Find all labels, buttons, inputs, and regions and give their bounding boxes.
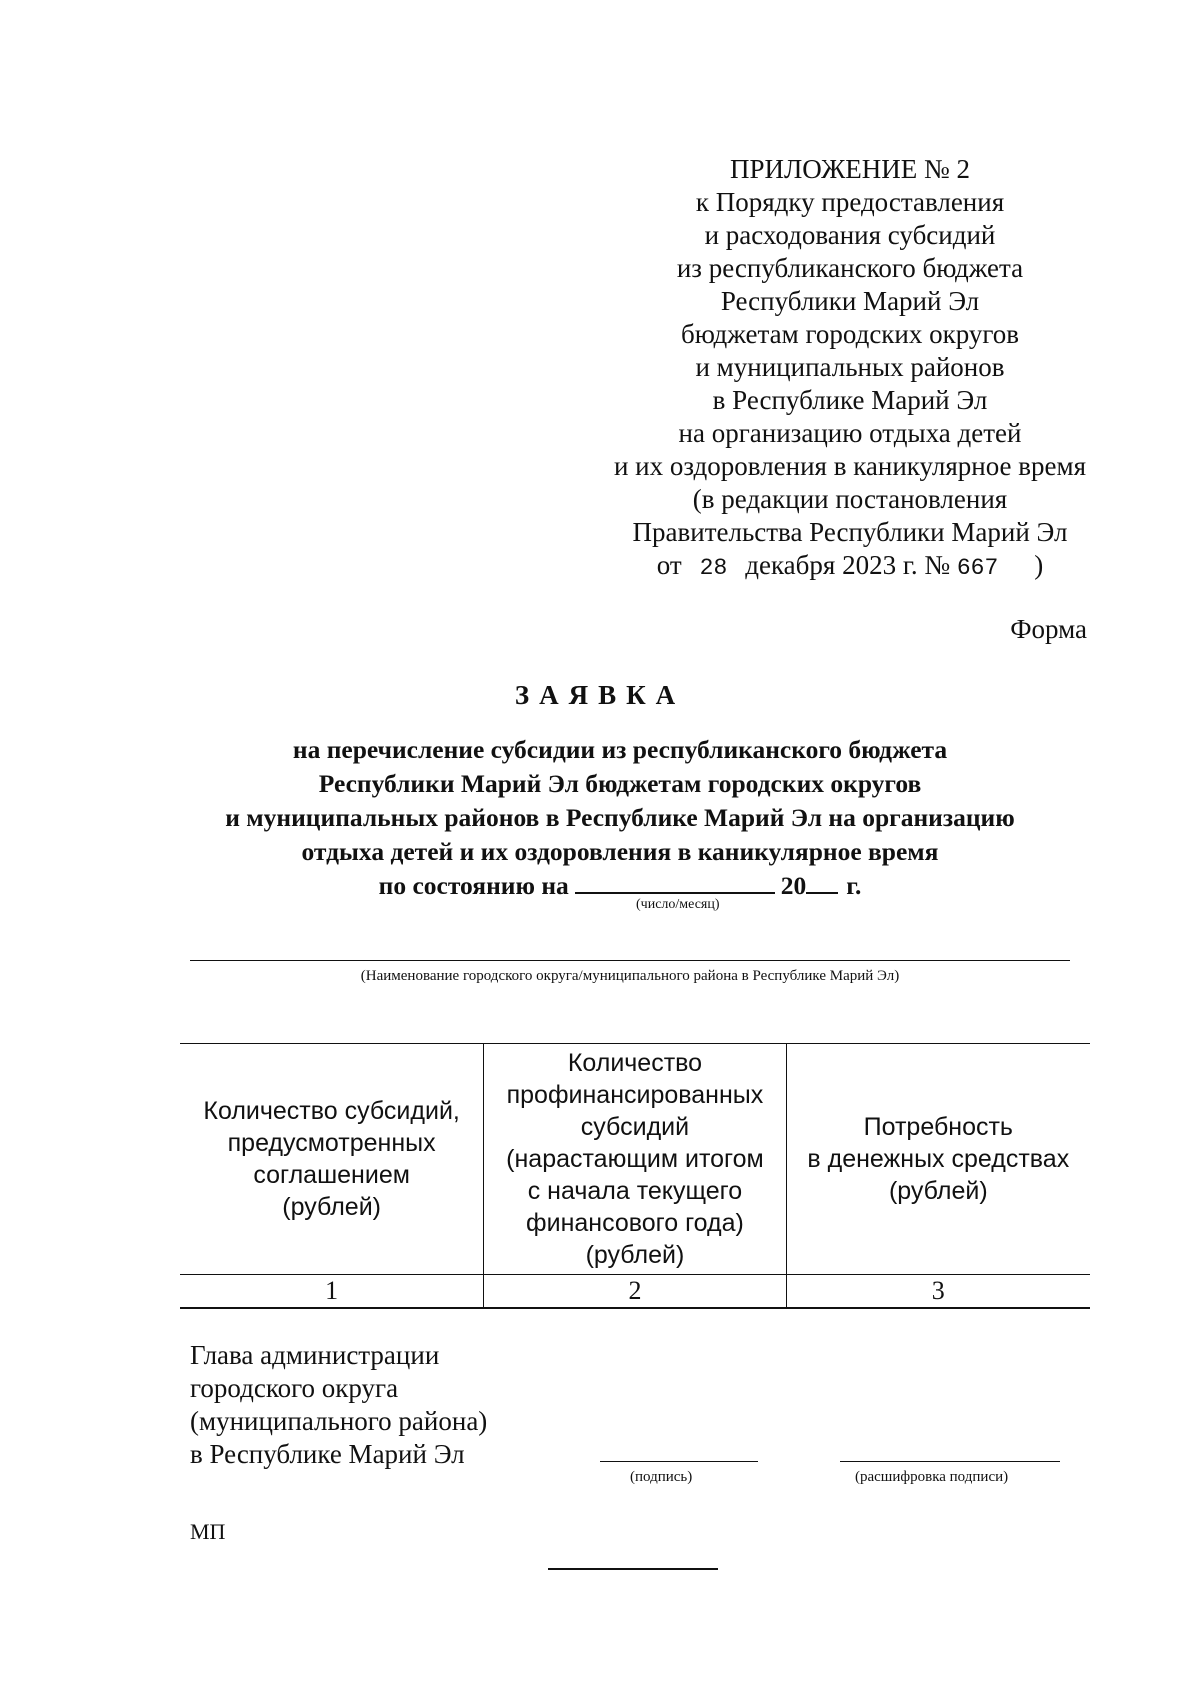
header-line: финансового года) bbox=[526, 1209, 744, 1237]
header-line: (нарастающим итогом bbox=[506, 1145, 764, 1173]
signer-line: Глава администрации bbox=[190, 1340, 440, 1370]
signer-line: в Республике Марий Эл bbox=[190, 1439, 465, 1469]
organization-blank-line bbox=[190, 960, 1070, 961]
appendix-line: (в редакции постановления bbox=[692, 484, 1008, 514]
appendix-line: и расходования субсидий bbox=[704, 220, 996, 250]
column-number: 3 bbox=[786, 1275, 1090, 1309]
table-row bbox=[180, 1275, 1090, 1309]
header-line: (рублей) bbox=[888, 1177, 988, 1205]
header-funds-need bbox=[786, 1044, 1090, 1275]
appendix-line: к Порядку предоставления bbox=[695, 187, 1005, 217]
signer-title bbox=[190, 1339, 487, 1471]
signature-blank-line bbox=[600, 1461, 758, 1462]
organization-caption: (Наименование городского округа/муниципального района в Республике Марий Эл) bbox=[360, 968, 900, 984]
subtitle-line: и муниципальных районов в Республике Марий Эл на организацию bbox=[225, 803, 1015, 832]
date-day: 28 bbox=[699, 555, 728, 581]
subtitle-line: отдыха детей и их оздоровления в каникулярное время bbox=[301, 837, 939, 866]
header-line: соглашением bbox=[253, 1161, 410, 1189]
document-title: ЗАЯВКА bbox=[514, 680, 686, 710]
appendix-line: в Республике Марий Эл bbox=[712, 385, 988, 415]
appendix-line: Правительства Республики Марий Эл bbox=[632, 517, 1068, 547]
table-header-row bbox=[180, 1044, 1090, 1275]
status-line bbox=[150, 869, 1090, 903]
status-prefix: по состоянию на bbox=[378, 871, 569, 900]
signature-decode-blank-line bbox=[840, 1461, 1060, 1462]
header-line: Количество bbox=[567, 1049, 703, 1077]
year-suffix: г. bbox=[846, 871, 862, 900]
closing-rule bbox=[548, 1568, 718, 1570]
date-blank-field bbox=[575, 870, 775, 894]
header-subsidies-agreement bbox=[180, 1044, 484, 1275]
appendix-line: из республиканского бюджета bbox=[676, 253, 1024, 283]
date-close: ) bbox=[1034, 550, 1044, 580]
header-line: субсидий bbox=[580, 1113, 690, 1141]
date-rest: декабря 2023 г. № bbox=[745, 550, 951, 580]
form-label: Форма bbox=[1010, 614, 1087, 644]
subtitle-line: Республики Марий Эл бюджетам городских округов bbox=[318, 769, 922, 798]
header-line: с начала текущего bbox=[527, 1177, 743, 1205]
column-number: 1 bbox=[180, 1275, 484, 1309]
header-line: (рублей) bbox=[282, 1193, 381, 1221]
year-blank-field bbox=[806, 870, 838, 894]
year-prefix: 20 bbox=[780, 871, 807, 900]
header-line: в денежных средствах bbox=[807, 1145, 1070, 1173]
stamp-label: МП bbox=[190, 1519, 226, 1544]
document-subtitle bbox=[150, 733, 1090, 903]
header-line: предусмотренных bbox=[227, 1129, 436, 1157]
appendix-line: ПРИЛОЖЕНИЕ № 2 bbox=[729, 154, 971, 184]
appendix-line: на организацию отдыха детей bbox=[678, 418, 1022, 448]
appendix-line: Республики Марий Эл bbox=[720, 286, 980, 316]
header-line: Потребность bbox=[863, 1113, 1013, 1141]
signature-caption: (подпись) bbox=[630, 1469, 693, 1485]
signer-line: городского округа bbox=[190, 1373, 399, 1403]
signer-line: (муниципального района) bbox=[190, 1406, 488, 1436]
column-number: 2 bbox=[484, 1275, 786, 1309]
appendix-line: и их оздоровления в каникулярное время bbox=[613, 451, 1086, 481]
subsidy-table bbox=[180, 1043, 1090, 1309]
header-line: (рублей) bbox=[585, 1241, 685, 1269]
signature-decode-caption: (расшифровка подписи) bbox=[855, 1469, 1009, 1485]
appendix-header bbox=[570, 153, 1130, 585]
appendix-line: и муниципальных районов bbox=[695, 352, 1005, 382]
appendix-date-line bbox=[570, 549, 1130, 585]
header-financed-subsidies bbox=[484, 1044, 786, 1275]
header-line: профинансированных bbox=[506, 1081, 764, 1109]
header-line: Количество субсидий, bbox=[203, 1097, 460, 1125]
subtitle-line: на перечисление субсидии из республиканского бюджета bbox=[292, 735, 948, 764]
appendix-line: бюджетам городских округов bbox=[680, 319, 1020, 349]
date-prefix: от bbox=[656, 550, 682, 580]
date-caption: (число/месяц) bbox=[636, 897, 720, 912]
doc-number: 667 bbox=[956, 555, 999, 581]
